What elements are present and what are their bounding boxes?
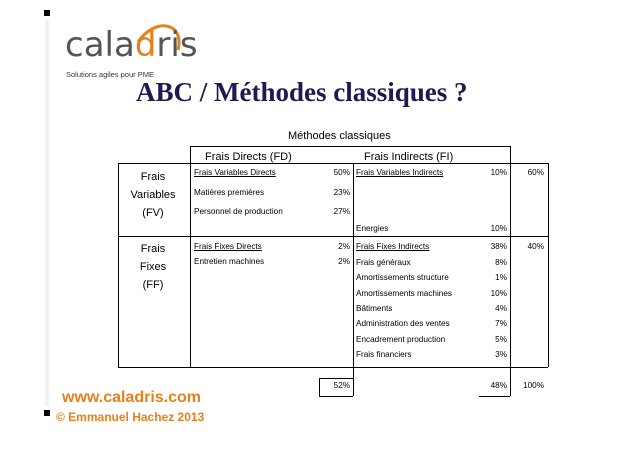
row-label-line: (FF): [142, 279, 164, 291]
row-label-ff: [127, 240, 179, 294]
fv-row-total: 60%: [527, 168, 544, 177]
grid-line: [510, 163, 511, 396]
fv-direct-item-pct: 23%: [333, 188, 350, 197]
fv-indirect-title-pct: 10%: [490, 168, 507, 177]
footer-copyright: © Emmanuel Hachez 2013: [56, 410, 205, 424]
logo-tagline: Solutions agiles pour PME: [66, 70, 154, 79]
grid-line: [319, 378, 353, 379]
grid-line: [319, 396, 353, 397]
fv-indirect-title: Frais Variables Indirects: [356, 168, 444, 177]
logo-suffix: ris: [156, 25, 198, 65]
row-label-fv: [127, 168, 179, 222]
ff-indirect-item-label: Frais généraux: [356, 258, 411, 267]
ff-indirect-item-label: Amortissements machines: [356, 289, 453, 298]
total-indirect: 48%: [490, 381, 507, 390]
grid-line: [190, 146, 510, 147]
logo-prefix: cala: [65, 25, 135, 65]
ff-row-total: 40%: [527, 242, 544, 251]
fv-direct-item-label: Personnel de production: [194, 207, 283, 216]
ff-indirect-item-pct: 10%: [490, 289, 507, 298]
slide-title: ABC / Méthodes classiques ?: [136, 77, 468, 107]
ff-direct-title-pct: 2%: [338, 242, 350, 251]
header-direct: Frais Directs (FD): [205, 151, 292, 163]
ff-indirect-item-label: Encadrement production: [356, 335, 446, 344]
fv-direct-item-pct: 27%: [333, 207, 350, 216]
ff-indirect-item-label: Administration des ventes: [356, 319, 450, 328]
total-grand: 100%: [523, 381, 544, 390]
total-direct: 52%: [333, 381, 350, 390]
ff-indirect-item-label: Bâtiments: [356, 304, 393, 313]
ff-indirect-item-pct: 4%: [495, 304, 507, 313]
grid-line: [190, 163, 191, 367]
footer-website-link[interactable]: www.caladris.com: [62, 389, 202, 406]
ff-indirect-item-label: Frais financiers: [356, 350, 412, 359]
ff-indirect-title: Frais Fixes Indirects: [356, 242, 430, 251]
fv-direct-title-pct: 50%: [333, 168, 350, 177]
row-label-line: Frais: [140, 171, 166, 183]
grid-line: [548, 163, 549, 367]
ff-direct-title: Frais Fixes Directs: [194, 242, 262, 251]
ff-indirect-item-pct: 8%: [495, 258, 507, 267]
ff-direct-item-pct: 2%: [338, 257, 350, 266]
grid-line: [510, 146, 511, 163]
fv-indirect-item-label: Energies: [356, 224, 389, 233]
grid-line: [479, 396, 510, 397]
ff-direct-item-label: Entretien machines: [194, 257, 265, 266]
fv-direct-title: Frais Variables Directs: [194, 168, 276, 177]
fv-direct-item-label: Matières premières: [194, 188, 265, 197]
ff-indirect-title-pct: 38%: [490, 242, 507, 251]
row-label-line: Fixes: [139, 261, 167, 273]
ff-indirect-item-pct: 7%: [495, 319, 507, 328]
ff-indirect-item-pct: 5%: [495, 335, 507, 344]
grid-line: [118, 163, 548, 164]
row-label-line: Frais: [140, 243, 166, 255]
row-label-line: (FV): [142, 207, 164, 219]
grid-line: [118, 236, 548, 237]
header-indirect: Frais Indirects (FI): [364, 151, 454, 163]
ff-indirect-item-pct: 1%: [495, 273, 507, 282]
ff-indirect-item-pct: 3%: [495, 350, 507, 359]
grid-line: [190, 146, 191, 163]
grid-line: [118, 367, 548, 368]
logo-accent-letter: d: [134, 25, 157, 65]
fv-indirect-item-pct: 10%: [490, 224, 507, 233]
row-label-line: Variables: [130, 189, 176, 201]
grid-line: [353, 163, 354, 396]
table-caption: Méthodes classiques: [288, 130, 391, 142]
grid-line: [118, 163, 119, 367]
ff-indirect-item-label: Amortissements structure: [356, 273, 449, 282]
